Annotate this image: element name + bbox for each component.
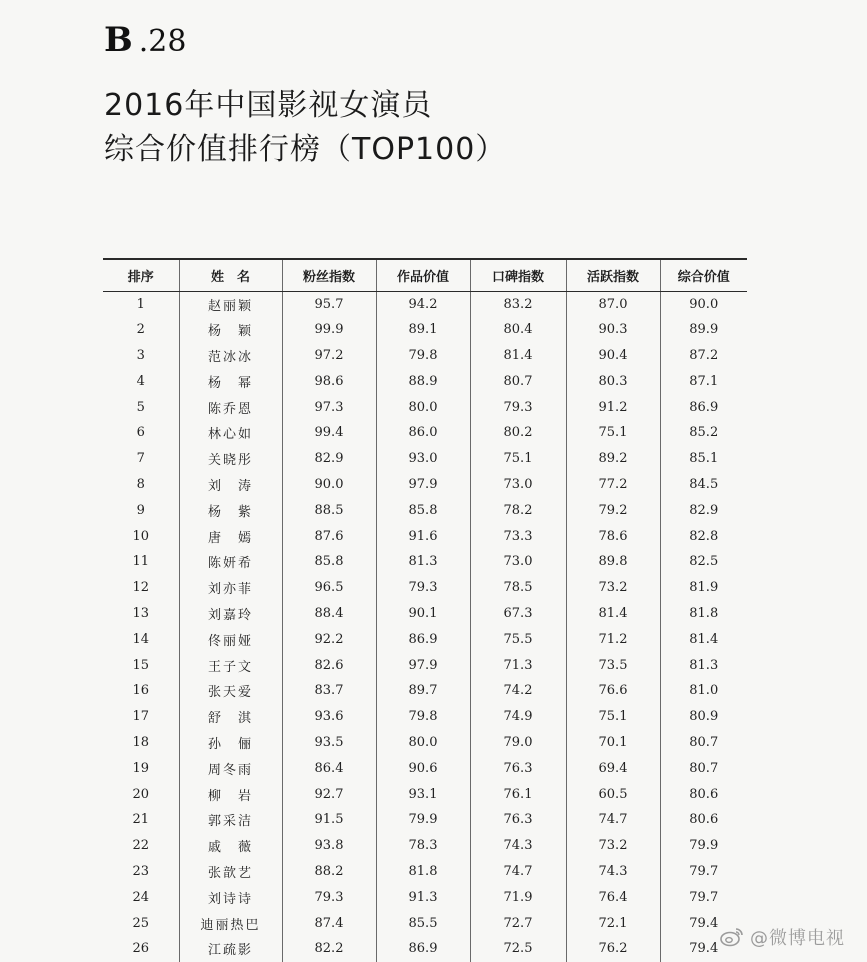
page-number-tag — [104, 20, 186, 62]
name-cell: 赵丽颖 — [179, 291, 282, 317]
name-cell: 刘 涛 — [179, 472, 282, 498]
name-cell: 江疏影 — [179, 936, 282, 962]
activity-index-cell: 80.3 — [566, 368, 660, 394]
rank-cell: 2 — [136, 322, 145, 338]
table-row — [103, 833, 747, 859]
activity-index-cell: 74.3 — [566, 859, 660, 885]
name-cell: 杨 幂 — [179, 368, 282, 394]
table-row — [103, 652, 747, 678]
table-row — [103, 549, 747, 575]
reputation-index-cell: 76.3 — [470, 755, 566, 781]
work-value-cell: 86.9 — [376, 936, 470, 962]
table-row — [103, 704, 747, 730]
fan-index-cell: 88.5 — [282, 497, 376, 523]
overall-value-cell: 87.1 — [660, 368, 747, 394]
rank-cell: 4 — [136, 373, 145, 389]
reputation-index-cell: 74.3 — [470, 833, 566, 859]
activity-index-cell: 78.6 — [566, 523, 660, 549]
reputation-index-cell: 73.0 — [470, 549, 566, 575]
name-cell: 舒 淇 — [179, 704, 282, 730]
activity-index-cell: 79.2 — [566, 497, 660, 523]
fan-index-cell: 92.2 — [282, 626, 376, 652]
table-row — [103, 291, 747, 317]
fan-index-cell: 93.5 — [282, 730, 376, 756]
work-value-cell: 86.0 — [376, 420, 470, 446]
overall-value-cell: 81.3 — [660, 652, 747, 678]
rank-cell: 6 — [136, 425, 145, 441]
rank-cell: 12 — [132, 580, 150, 596]
table-row — [103, 678, 747, 704]
reputation-index-cell: 74.9 — [470, 704, 566, 730]
rank-cell: 19 — [132, 760, 150, 776]
reputation-index-cell: 80.7 — [470, 368, 566, 394]
activity-index-cell: 76.4 — [566, 884, 660, 910]
activity-index-cell: 91.2 — [566, 394, 660, 420]
name-cell: 王子文 — [179, 652, 282, 678]
rank-cell: 16 — [132, 683, 150, 699]
activity-index-cell: 74.7 — [566, 807, 660, 833]
header-rank: 排序 — [103, 259, 179, 291]
fan-index-cell: 87.6 — [282, 523, 376, 549]
reputation-index-cell: 80.2 — [470, 420, 566, 446]
fan-index-cell: 99.4 — [282, 420, 376, 446]
overall-value-cell: 84.5 — [660, 472, 747, 498]
table-body — [103, 291, 747, 962]
activity-index-cell: 87.0 — [566, 291, 660, 317]
overall-value-cell: 79.4 — [660, 910, 747, 936]
work-value-cell: 79.3 — [376, 575, 470, 601]
rank-cell: 14 — [132, 631, 150, 647]
fan-index-cell: 98.6 — [282, 368, 376, 394]
overall-value-cell: 81.8 — [660, 601, 747, 627]
fan-index-cell: 88.2 — [282, 859, 376, 885]
activity-index-cell: 90.4 — [566, 343, 660, 369]
fan-index-cell: 87.4 — [282, 910, 376, 936]
overall-value-cell: 81.9 — [660, 575, 747, 601]
table-row — [103, 317, 747, 343]
table-row — [103, 523, 747, 549]
page-title-line-1: 2016年中国影视女演员 — [104, 88, 433, 123]
fan-index-cell: 82.6 — [282, 652, 376, 678]
page-title-line-2: 综合价值排行榜（TOP100） — [104, 132, 507, 167]
reputation-index-cell: 76.1 — [470, 781, 566, 807]
activity-index-cell: 75.1 — [566, 420, 660, 446]
weibo-icon — [720, 927, 744, 947]
section-separator: . — [138, 24, 149, 59]
name-cell: 关晓彤 — [179, 446, 282, 472]
work-value-cell: 88.9 — [376, 368, 470, 394]
overall-value-cell: 81.4 — [660, 626, 747, 652]
work-value-cell: 81.3 — [376, 549, 470, 575]
rank-cell: 9 — [136, 502, 145, 518]
fan-index-cell: 82.2 — [282, 936, 376, 962]
reputation-index-cell: 75.1 — [470, 446, 566, 472]
reputation-index-cell: 71.9 — [470, 884, 566, 910]
rank-cell: 25 — [132, 915, 150, 931]
section-letter: B — [104, 20, 133, 60]
rank-cell: 10 — [132, 528, 150, 544]
activity-index-cell: 89.2 — [566, 446, 660, 472]
rank-cell: 26 — [132, 941, 150, 957]
name-cell: 刘亦菲 — [179, 575, 282, 601]
header-name: 姓 名 — [179, 259, 282, 291]
overall-value-cell: 89.9 — [660, 317, 747, 343]
work-value-cell: 94.2 — [376, 291, 470, 317]
fan-index-cell: 91.5 — [282, 807, 376, 833]
header-activity-index: 活跃指数 — [566, 259, 660, 291]
name-cell: 孙 俪 — [179, 730, 282, 756]
overall-value-cell: 85.1 — [660, 446, 747, 472]
activity-index-cell: 69.4 — [566, 755, 660, 781]
header-fan-index: 粉丝指数 — [282, 259, 376, 291]
activity-index-cell: 81.4 — [566, 601, 660, 627]
ranking-table — [103, 258, 747, 962]
fan-index-cell: 93.6 — [282, 704, 376, 730]
activity-index-cell: 72.1 — [566, 910, 660, 936]
name-cell: 杨 颖 — [179, 317, 282, 343]
table-row — [103, 420, 747, 446]
fan-index-cell: 85.8 — [282, 549, 376, 575]
rank-cell: 15 — [132, 657, 150, 673]
fan-index-cell: 79.3 — [282, 884, 376, 910]
overall-value-cell: 80.6 — [660, 781, 747, 807]
reputation-index-cell: 73.0 — [470, 472, 566, 498]
table-row — [103, 730, 747, 756]
work-value-cell: 91.3 — [376, 884, 470, 910]
table-row — [103, 472, 747, 498]
table-row — [103, 807, 747, 833]
name-cell: 迪丽热巴 — [179, 910, 282, 936]
name-cell: 陈乔恩 — [179, 394, 282, 420]
work-value-cell: 85.8 — [376, 497, 470, 523]
rank-cell: 3 — [136, 347, 145, 363]
rank-cell: 11 — [132, 554, 150, 570]
table-row — [103, 394, 747, 420]
work-value-cell: 89.7 — [376, 678, 470, 704]
table-row — [103, 626, 747, 652]
name-cell: 林心如 — [179, 420, 282, 446]
rank-cell: 17 — [132, 709, 150, 725]
overall-value-cell: 82.9 — [660, 497, 747, 523]
table-row — [103, 910, 747, 936]
header-reputation-index: 口碑指数 — [470, 259, 566, 291]
rank-cell: 22 — [132, 838, 150, 854]
activity-index-cell: 89.8 — [566, 549, 660, 575]
table-row — [103, 368, 747, 394]
name-cell: 郭采洁 — [179, 807, 282, 833]
overall-value-cell: 80.7 — [660, 755, 747, 781]
fan-index-cell: 88.4 — [282, 601, 376, 627]
rank-cell: 7 — [136, 451, 145, 467]
activity-index-cell: 70.1 — [566, 730, 660, 756]
work-value-cell: 97.9 — [376, 652, 470, 678]
reputation-index-cell: 67.3 — [470, 601, 566, 627]
reputation-index-cell: 74.2 — [470, 678, 566, 704]
overall-value-cell: 79.9 — [660, 833, 747, 859]
activity-index-cell: 76.6 — [566, 678, 660, 704]
table-row — [103, 343, 747, 369]
table-row — [103, 575, 747, 601]
work-value-cell: 97.9 — [376, 472, 470, 498]
reputation-index-cell: 72.7 — [470, 910, 566, 936]
overall-value-cell: 86.9 — [660, 394, 747, 420]
name-cell: 杨 紫 — [179, 497, 282, 523]
name-cell: 张天爱 — [179, 678, 282, 704]
fan-index-cell: 96.5 — [282, 575, 376, 601]
rank-cell: 1 — [136, 296, 145, 312]
table-row — [103, 884, 747, 910]
work-value-cell: 85.5 — [376, 910, 470, 936]
overall-value-cell: 81.0 — [660, 678, 747, 704]
reputation-index-cell: 73.3 — [470, 523, 566, 549]
name-cell: 唐 嫣 — [179, 523, 282, 549]
rank-cell: 8 — [136, 476, 145, 492]
work-value-cell: 78.3 — [376, 833, 470, 859]
reputation-index-cell: 83.2 — [470, 291, 566, 317]
table-row — [103, 755, 747, 781]
activity-index-cell: 71.2 — [566, 626, 660, 652]
table-header-row — [103, 259, 747, 291]
fan-index-cell: 93.8 — [282, 833, 376, 859]
rank-cell: 20 — [132, 786, 150, 802]
activity-index-cell: 76.2 — [566, 936, 660, 962]
work-value-cell: 80.0 — [376, 394, 470, 420]
work-value-cell: 93.0 — [376, 446, 470, 472]
overall-value-cell: 90.0 — [660, 291, 747, 317]
overall-value-cell: 79.4 — [660, 936, 747, 962]
name-cell: 柳 岩 — [179, 781, 282, 807]
reputation-index-cell: 76.3 — [470, 807, 566, 833]
activity-index-cell: 90.3 — [566, 317, 660, 343]
name-cell: 佟丽娅 — [179, 626, 282, 652]
fan-index-cell: 86.4 — [282, 755, 376, 781]
name-cell: 刘嘉玲 — [179, 601, 282, 627]
watermark — [720, 924, 845, 950]
work-value-cell: 91.6 — [376, 523, 470, 549]
overall-value-cell: 79.7 — [660, 884, 747, 910]
rank-cell: 24 — [132, 889, 150, 905]
table-row — [103, 446, 747, 472]
name-cell: 周冬雨 — [179, 755, 282, 781]
overall-value-cell: 80.7 — [660, 730, 747, 756]
reputation-index-cell: 78.2 — [470, 497, 566, 523]
rank-cell: 21 — [132, 812, 150, 828]
work-value-cell: 89.1 — [376, 317, 470, 343]
activity-index-cell: 75.1 — [566, 704, 660, 730]
work-value-cell: 86.9 — [376, 626, 470, 652]
work-value-cell: 90.1 — [376, 601, 470, 627]
reputation-index-cell: 75.5 — [470, 626, 566, 652]
overall-value-cell: 79.7 — [660, 859, 747, 885]
watermark-text: @微博电视 — [750, 928, 845, 949]
table-row — [103, 781, 747, 807]
overall-value-cell: 87.2 — [660, 343, 747, 369]
table-row — [103, 601, 747, 627]
reputation-index-cell: 74.7 — [470, 859, 566, 885]
table-row — [103, 497, 747, 523]
page-number: 28 — [148, 24, 187, 59]
rank-cell: 23 — [132, 863, 150, 879]
work-value-cell: 79.8 — [376, 343, 470, 369]
reputation-index-cell: 80.4 — [470, 317, 566, 343]
reputation-index-cell: 81.4 — [470, 343, 566, 369]
work-value-cell: 93.1 — [376, 781, 470, 807]
header-overall-value: 综合价值 — [660, 259, 747, 291]
table-row — [103, 859, 747, 885]
overall-value-cell: 80.9 — [660, 704, 747, 730]
name-cell: 陈妍希 — [179, 549, 282, 575]
name-cell: 范冰冰 — [179, 343, 282, 369]
reputation-index-cell: 78.5 — [470, 575, 566, 601]
table-row — [103, 936, 747, 962]
rank-cell: 5 — [136, 399, 145, 415]
name-cell: 戚 薇 — [179, 833, 282, 859]
overall-value-cell: 85.2 — [660, 420, 747, 446]
work-value-cell: 79.9 — [376, 807, 470, 833]
fan-index-cell: 92.7 — [282, 781, 376, 807]
work-value-cell: 80.0 — [376, 730, 470, 756]
header-work-value: 作品价值 — [376, 259, 470, 291]
activity-index-cell: 73.5 — [566, 652, 660, 678]
name-cell: 张歆艺 — [179, 859, 282, 885]
reputation-index-cell: 72.5 — [470, 936, 566, 962]
reputation-index-cell: 79.3 — [470, 394, 566, 420]
rank-cell: 18 — [132, 734, 150, 750]
activity-index-cell: 73.2 — [566, 833, 660, 859]
work-value-cell: 81.8 — [376, 859, 470, 885]
fan-index-cell: 97.2 — [282, 343, 376, 369]
fan-index-cell: 82.9 — [282, 446, 376, 472]
work-value-cell: 79.8 — [376, 704, 470, 730]
activity-index-cell: 73.2 — [566, 575, 660, 601]
activity-index-cell: 77.2 — [566, 472, 660, 498]
activity-index-cell: 60.5 — [566, 781, 660, 807]
fan-index-cell: 95.7 — [282, 291, 376, 317]
fan-index-cell: 90.0 — [282, 472, 376, 498]
overall-value-cell: 82.8 — [660, 523, 747, 549]
reputation-index-cell: 79.0 — [470, 730, 566, 756]
fan-index-cell: 97.3 — [282, 394, 376, 420]
work-value-cell: 90.6 — [376, 755, 470, 781]
rank-cell: 13 — [132, 605, 150, 621]
fan-index-cell: 83.7 — [282, 678, 376, 704]
overall-value-cell: 80.6 — [660, 807, 747, 833]
reputation-index-cell: 71.3 — [470, 652, 566, 678]
overall-value-cell: 82.5 — [660, 549, 747, 575]
name-cell: 刘诗诗 — [179, 884, 282, 910]
fan-index-cell: 99.9 — [282, 317, 376, 343]
